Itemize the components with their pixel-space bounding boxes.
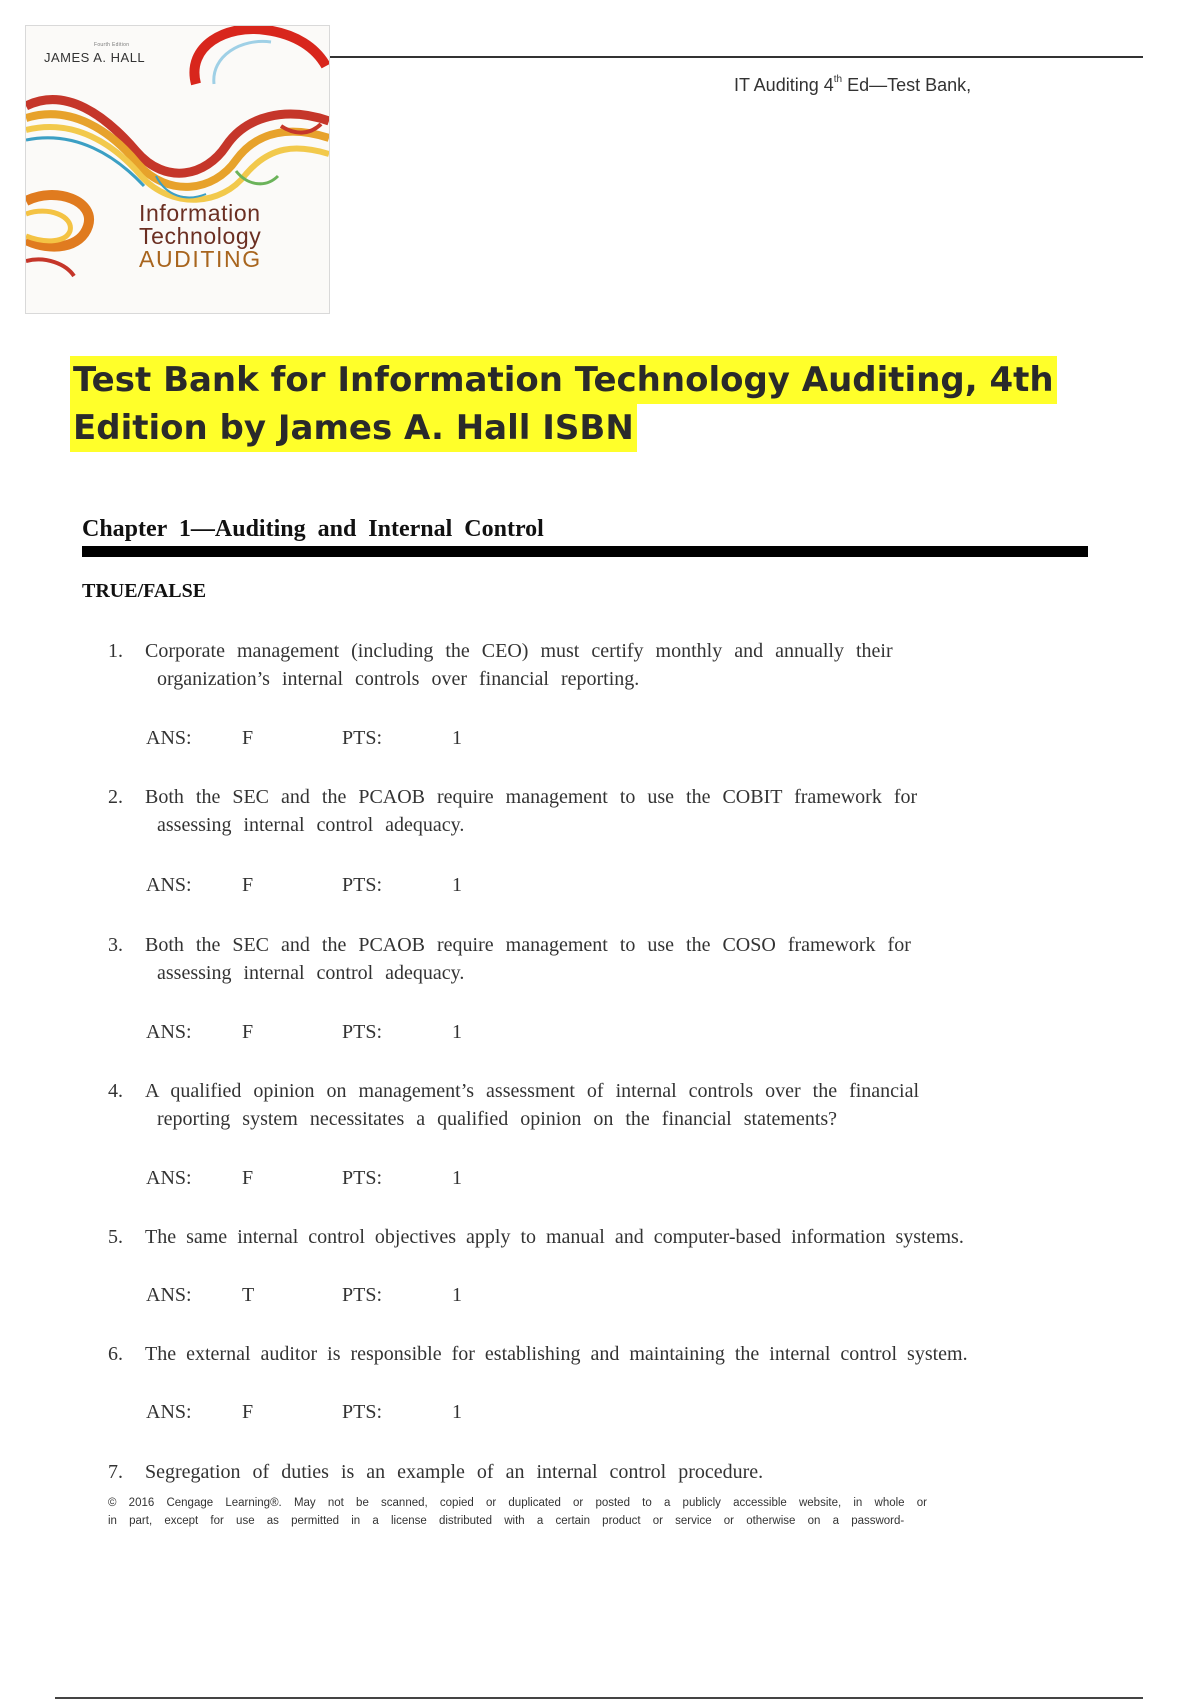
copyright-notice [108,1494,927,1530]
copyright-line-2: in part, except for use as permitted in a license distributed with a certain product or service or otherwise on a password- [108,1515,905,1527]
answer-value: F [242,1021,254,1043]
points-label: PTS: [342,1284,383,1306]
document-title-line-1: Test Bank for Information Technology Auditing, 4th [70,356,1057,404]
points-label: PTS: [342,874,383,896]
question-text-line-1: Corporate management (including the CEO) must certify monthly and annually their [145,640,893,662]
question-text-line-1: Both the SEC and the PCAOB require management to use the COSO framework for [145,934,911,956]
question-number: 3. [108,934,123,956]
running-head-superscript: th [833,74,843,85]
document-title-line-2: Edition by James A. Hall ISBN [70,404,637,452]
answer-value: F [242,1401,254,1423]
answer-label: ANS: [146,1167,192,1189]
question-number: 6. [108,1343,123,1365]
section-heading: TRUE/FALSE [82,580,207,602]
answer-value: F [242,874,254,896]
cover-title [139,202,262,271]
answer-value: F [242,1167,254,1189]
cover-title-line-1: Information [139,200,261,226]
answer-value: T [242,1284,255,1306]
cover-author: JAMES A. HALL [44,50,146,65]
cover-title-line-3: AUDITING [139,246,262,272]
answer-label: ANS: [146,874,192,896]
running-head-text: IT Auditing 4 [734,75,834,95]
bottom-rule [55,1697,1143,1699]
points-label: PTS: [342,727,383,749]
copyright-line-1: © 2016 Cengage Learning®. May not be scanned, copied or duplicated or posted to a publicly accessible website, in whole or [108,1497,927,1509]
question-text-line-1: A qualified opinion on management’s assessment of internal controls over the financial [145,1080,920,1102]
chapter-heading: Chapter 1—Auditing and Internal Control [82,516,544,542]
question-number: 1. [108,640,123,662]
document-title [70,356,1057,452]
question-text-line-1: Segregation of duties is an example of an internal control procedure. [145,1461,764,1483]
question-text-line-1: The same internal control objectives apply to manual and computer-based information systems. [145,1226,964,1248]
question-text-line-2: assessing internal control adequacy. [157,814,465,836]
points-value: 1 [452,874,462,896]
cover-edition: Fourth Edition [94,42,130,48]
points-value: 1 [452,1167,462,1189]
question-text-line-2: reporting system necessitates a qualified opinion on the financial statements? [157,1108,838,1130]
points-value: 1 [452,1021,462,1043]
header-rule [330,56,1143,58]
book-cover [25,25,330,314]
question-number: 4. [108,1080,123,1102]
points-label: PTS: [342,1167,383,1189]
answer-label: ANS: [146,1401,192,1423]
question-text-line-1: Both the SEC and the PCAOB require management to use the COBIT framework for [145,786,918,808]
answer-label: ANS: [146,1284,192,1306]
answer-label: ANS: [146,727,192,749]
question-number: 7. [108,1461,123,1483]
running-head [734,74,971,96]
chapter-rule [82,546,1088,557]
question-number: 2. [108,786,123,808]
question-number: 5. [108,1226,123,1248]
points-label: PTS: [342,1021,383,1043]
question-text-line-1: The external auditor is responsible for establishing and maintaining the internal control system. [145,1343,968,1365]
answer-value: F [242,727,254,749]
running-head-suffix: Ed—Test Bank, [842,75,972,95]
question-text-line-2: assessing internal control adequacy. [157,962,465,984]
points-value: 1 [452,1284,462,1306]
question-text-line-2: organization’s internal controls over financial reporting. [157,668,640,690]
points-value: 1 [452,1401,462,1423]
cover-title-line-2: Technology [139,223,262,249]
answer-label: ANS: [146,1021,192,1043]
points-label: PTS: [342,1401,383,1423]
points-value: 1 [452,727,462,749]
